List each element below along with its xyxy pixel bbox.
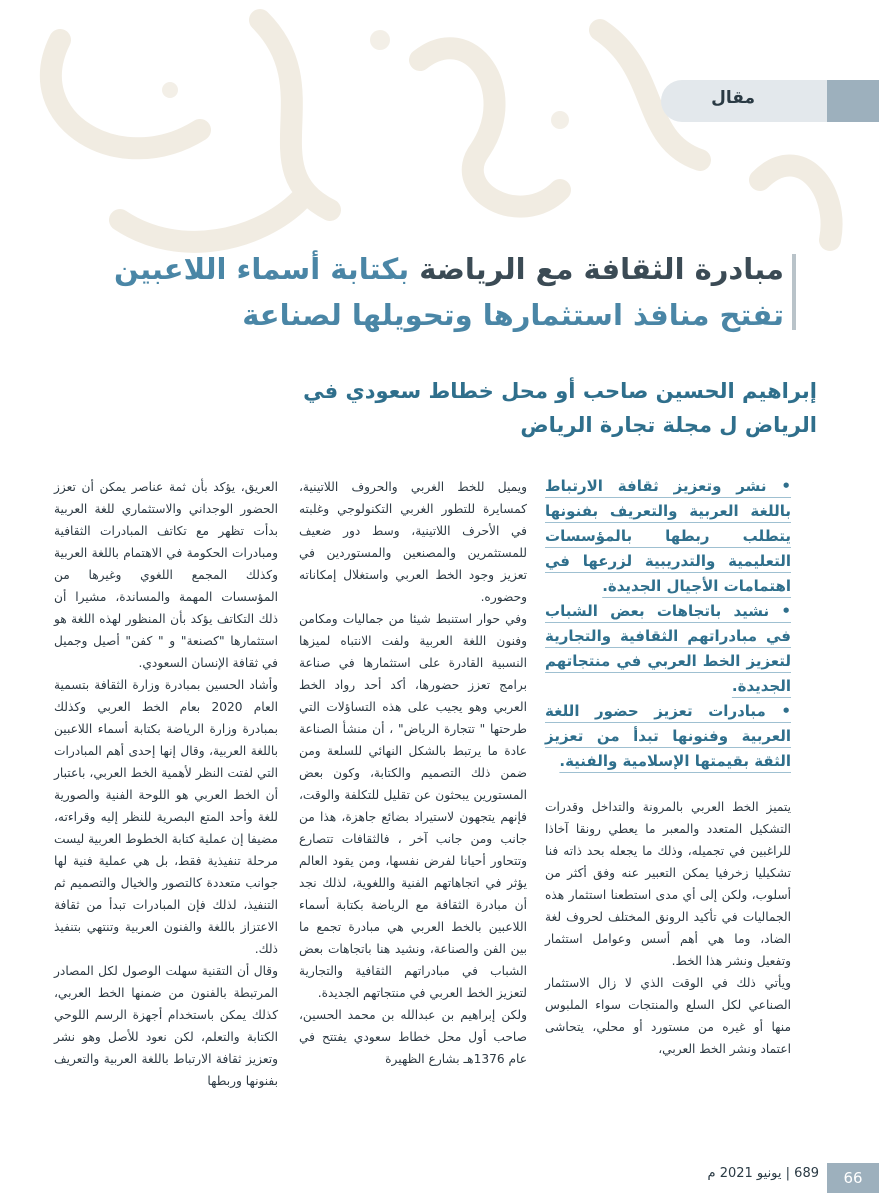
paragraph: وفي حوار استنبط شيئا من جماليات ومكامن وفنون اللغة العربية ولفت الانتباه لميزها النسبية القادرة على استثمارها في صناعة برامج تعزز حضورها، أكد أحد رواد الخط العربي وهو يجيب على هذه التساؤلات التي طرحتها " تتجارة الرياض" ، أن منشأ الصناعة عادة ما يرتبط بالشكل النهائي للسلعة ومن ضمن ذلك التصميم والكتابة، وكون بعض المستورين يبحثون عن تقليل للتكلفة والوقت، فإنهم يتجهون لاستيراد بضائع جاهزة، هذا من جانب ومن جانب آخر ، فالثقافات تتصارع وتتحاور أحيانا لفرض نفسها، ومن يقود العالم يؤثر في اتجاهاتهم الفنية واللغوية، لذلك نجد أن مبادرة الثقافة مع الرياضة بكتابة أسماء اللاعبين بالخط العربي هي مبادرة تجمع ما بين الفن والصناعة، ونشيد هنا باتجاهات بعض الشباب في مبادراتهم الثقافية والتجارية لتعزيز الخط العربي في منتجاتهم الجديدة.: [299, 612, 527, 1000]
title-part-dark: مبادرة الثقافة مع الرياضة: [419, 252, 784, 286]
paragraph: العريق، يؤكد بأن ثمة عناصر يمكن أن تعزز الحضور الوجداني والاستثماري للغة العربية بدأت تظهر مع تكاتف المبادرات الثقافية ومبادرات الحكومة في الاهتمام باللغة العربية وكذلك المجمع اللغوي وغيرها من المؤسسات المهمة والمساندة، مشيرا أن ذلك التكاتف يؤكد بأن المنظور لهذه اللغة هو استثمارها "كصنعة" و " كفن" أصيل وجميل في ثقافة الإنسان السعودي.: [54, 480, 278, 670]
paragraph: ويأتي ذلك في الوقت الذي لا زال الاستثمار الصناعي لكل السلع والمنتجات سواء الملبوس منها أو غيره من مستورد أو محلي، يتحاشى اعتماد ونشر الخط العربي،: [545, 976, 791, 1056]
section-tab-accent: [827, 80, 879, 122]
paragraph: وقال أن التقنية سهلت الوصول لكل المصادر المرتبطة بالفنون من ضمنها الخط العربي، كذلك يمكن باستخدام أجهزة الرسم اللوحي الكتابة والتعلم، لكن نعود للأصل وهو نشر وتعزيز ثقافة الارتباط باللغة العربية والتعريف بفنونها وربطها: [54, 964, 278, 1088]
paragraph: ولكن إبراهيم بن عبدالله بن محمد الحسين، صاحب أول محل خطاط سعودي يفتتح في عام 1376هـ بشارع الظهيرة: [299, 1008, 527, 1066]
column-middle: [299, 476, 527, 1070]
issue-info: 689 | يونيو 2021 م: [707, 1166, 819, 1181]
section-label: مقال: [711, 88, 755, 108]
title-part-highlight: بكتابة أسماء اللاعبين: [113, 252, 410, 286]
article-byline: إبراهيم الحسين صاحب أو محل خطاط سعودي في الرياض ل مجلة تجارة الرياض: [303, 379, 817, 437]
page-number: 66: [827, 1163, 879, 1193]
column-left: [54, 476, 278, 1092]
highlight-bullet: • نشيد باتجاهات بعض الشباب في مبادراتهم الثقافية والتجارية لتعزيز الخط العربي في منتجاتهم الجديدة.: [545, 602, 791, 695]
highlight-bullet: • نشر وتعزيز ثقافة الارتباط باللغة العربية والتعريف بفنونها يتطلب ربطها بالمؤسسات التعليمية والتدريبية لزرعها في اهتمامات الأجيال الجديدة.: [545, 477, 791, 595]
column-right: [545, 796, 791, 1060]
highlight-bullets: [545, 474, 791, 774]
title-accent-bar: [792, 254, 796, 330]
paragraph: ويميل للخط الغربي والحروف اللاتينية، كمسايرة للتطور الغربي التكنولوجي وغلبته في الأحرف اللاتينية، وسط دور ضعيف للمستثمرين والمصنعين والمستوردين في تعزيز وجود الخط العربي واستغلال إمكاناته وحضوره.: [299, 480, 527, 604]
paragraph: وأشاد الحسين بمبادرة وزارة الثقافة بتسمية العام 2020 بعام الخط العربي وكذلك بمبادرة وزارة الرياضة بكتابة أسماء اللاعبين باللغة العربية، وقال إنها إحدى أهم المبادرات التي لفتت النظر لأهمية الخط العربي، باعتبار أن الخط العربي هو اللوحة الفنية والصورية للغة وأحد المتع البصرية للنظر إليه وقراءته، مضيفا إن عملية كتابة الخطوط العربية ليست مرحلة تنفيذية فقط، بل هي عملية فنية لها جوانب متعددة كالتصور والخيال والتصميم ثم التنفيذ، لذلك فإن المبادرات تبدأ من ثقافة الاعتزاز باللغة والفنون العربية وتنتهي بتنفيذ ذلك.: [54, 678, 278, 956]
highlight-bullet: • مبادرات تعزيز حضور اللغة العربية وفنونها تبدأ من تعزيز الثقة بقيمتها الإسلامية والفنية.: [545, 702, 791, 770]
title-line-2: تفتح منافذ استثمارها وتحويلها لصناعة: [242, 298, 784, 332]
paragraph: يتميز الخط العربي بالمرونة والتداخل وقدرات التشكيل المتعدد والمعبر ما يعطي رونقا آخاذا للراغبين في تجميله، وذلك ما يجعله بحد ذاته فنا تشكيليا زخرفيا يمكن التعبير عنه وفق أكثر من أسلوب، ولكن إلى أي مدى استطعنا استثمار هذه الجماليات في تأكيد الرونق المختلف لحروف لغة الضاد، وما هي أهم أسس وعوامل استثمار وتفعيل ونشر هذا الخط.: [545, 800, 791, 968]
article-title: [84, 246, 784, 338]
title-line-1: [84, 246, 784, 292]
